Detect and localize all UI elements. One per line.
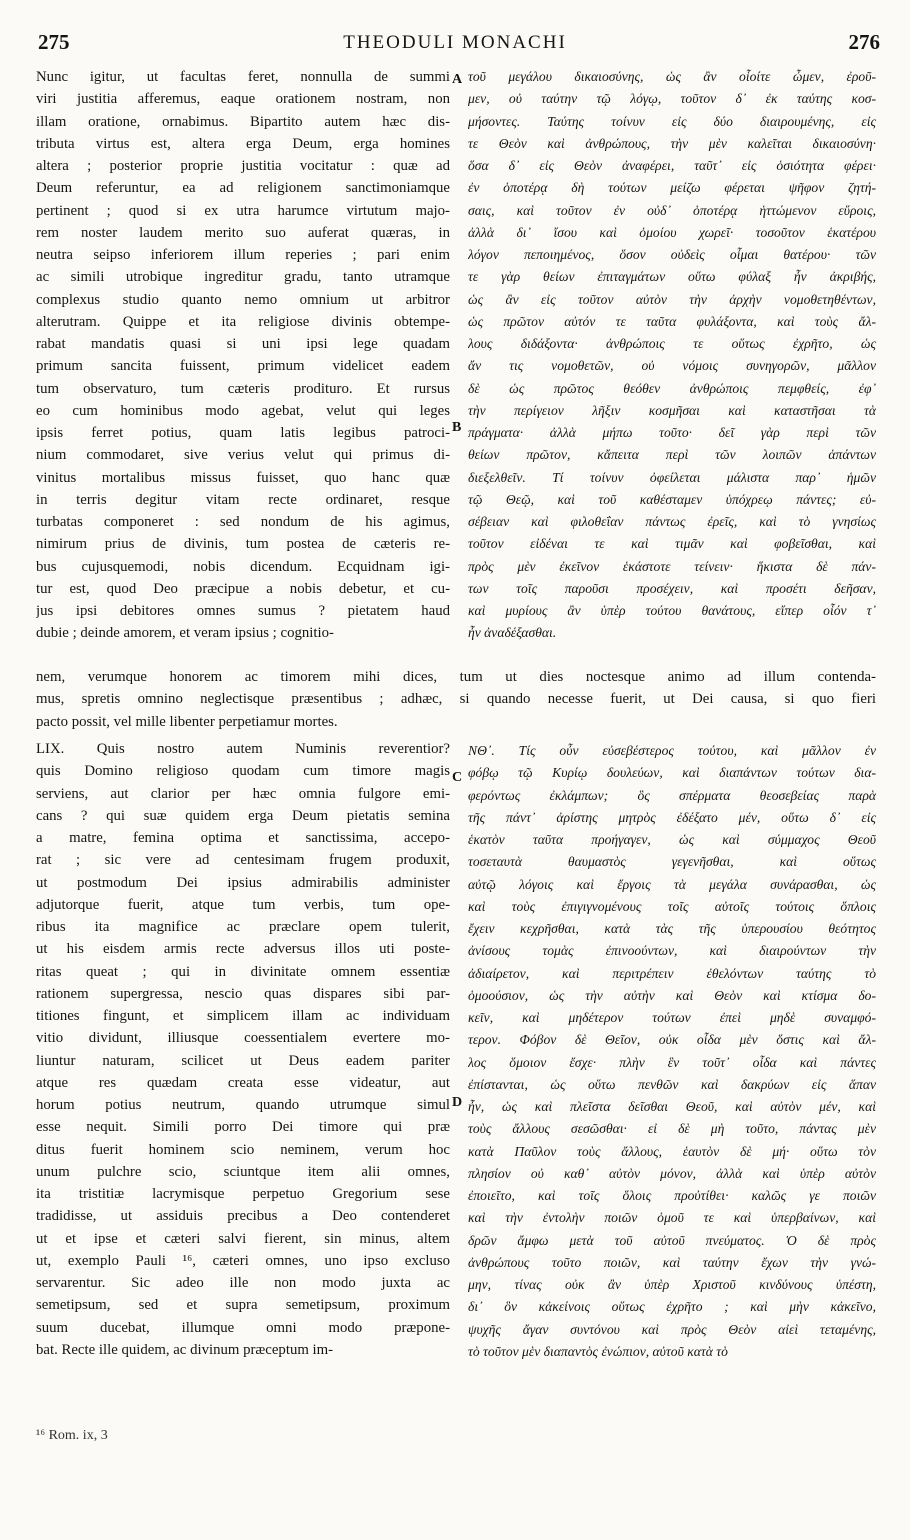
latin-line: quis Domino religioso quodam cum timore magis (36, 763, 450, 780)
column-marker: D (452, 1095, 463, 1110)
latin-line: altera ; posterior proprie justitia vocitatur : quæ ad (36, 158, 450, 174)
greek-line: πρὸς μὲν ἐκεῖνον ἑκάστοτε τείνειν· ἥκιστα δὲ πάν- (468, 558, 876, 574)
greek-line: ἑκατὸν ταῦτα προήγαγεν, ὡς καὶ σύμμαχος Θεοῦ (468, 832, 876, 847)
latin-line: nimirum prius de divinis, tum postea de cæteris re- (36, 536, 450, 553)
greek-line: τε Θεὸν καὶ ἀνθρώπους, τὴν μὲν καλεῖται δικαιοσύνη· (468, 135, 876, 151)
greek-line: μήσοντες. Ταύτης τοίνυν εἰς δύο διαιρουμένης, εἰς (468, 113, 876, 129)
latin-line: eo cum hominibus modo agebat, velut qui leges (36, 402, 450, 419)
latin-line: liuntur naturam, scilicet ut Deus eadem pariter (36, 1052, 450, 1069)
greek-line: κεῖν, καὶ μηδέτερον τούτων ἐπεὶ μηδὲ συναμφό- (468, 1010, 876, 1025)
greek-line: λους διδάξοντα· ἀνθρώποις τε οὕτως ἐχρῆτο, ὡς (468, 336, 876, 351)
greek-line: δι᾽ ὃν κἀκείνοις οὕτως ἐχρῆτο ; καὶ μὴν κἀκεῖνο, (468, 1299, 876, 1315)
greek-line: διεξελθεῖν. Τί τοίνυν ὀφείλεται μάλιστα παρ᾽ ἡμῶν (468, 469, 876, 485)
greek-line: ἀλλὰ δι᾽ ἴσου καὶ ὁμοίου χωρεῖ· τοσοῦτον ἑκατέρου (468, 224, 876, 240)
latin-line: ipsis ferret potius, quam latis legibus patroci- (36, 425, 450, 441)
latin-line: vitio dividunt, illiusque coessentialem evertere mo- (36, 1030, 450, 1047)
latin-line: tributa virtus est, altera erga Deum, erga homines (36, 135, 450, 152)
latin-line: a matre, femina optima et sanctissima, accepo- (36, 830, 450, 846)
greek-line: ἀδιαίρετον, καὶ περιτρέπειν ἐθελόντων ταύτης τὸ (468, 965, 876, 981)
greek-line: ἐποιεῖτο, καὶ τοῖς ὅλοις προὐτίθει· καλῶς γε ποιῶν (468, 1188, 876, 1203)
greek-line: τοῦ μεγάλου δικαιοσύνης, ὡς ἂν οἷοίτε ὦμεν, ἐροῦ- (468, 69, 876, 84)
greek-line: ὁμοούσιον, ὡς τὴν αὐτὴν καὶ Θεὸν καὶ κτίσμα δο- (468, 987, 876, 1003)
greek-line: ΝΘ᾽. Τίς οὖν εὐσεβέστερος τούτου, καὶ μᾶλλον ἐν (468, 743, 876, 758)
latin-line: ut postmodum Dei ipsius admirabilis administer (36, 874, 450, 891)
latin-line: nium commodaret, sive verius velut qui primus di- (36, 447, 450, 464)
greek-line: καὶ τὴν ἐντολὴν ποιῶν ὁμοῦ τε καὶ ὑπερβαίνων, καὶ (468, 1210, 876, 1226)
running-title: THEODULI MONACHI (343, 32, 567, 53)
page-number-right: 276 (848, 30, 880, 54)
latin-line: tur est, quod Deo præcipue a nobis debetur, et cu- (36, 580, 450, 597)
latin-line: esse nequit. Simili porro Dei timore qui præ (36, 1119, 450, 1136)
latin-column-block1 (36, 66, 450, 645)
latin-line: titiones fingunt, et simplicem illam ac individuam (36, 1008, 450, 1024)
greek-line: ἦν, ὡς καὶ πλεῖστα δεῖσθαι Θεοῦ, καὶ αὐτὸν μέν, καὶ (468, 1099, 876, 1114)
footnote: ¹⁶ Rom. ix, 3 (36, 1428, 108, 1443)
greek-line: τοῦτον εἰδέναι τε καὶ τιμᾶν καὶ φοβεῖσθαι, καὶ (468, 536, 876, 552)
latin-line: vinitus mortalibus missus fuisset, quo hanc quæ (36, 469, 450, 486)
greek-line: των τοῖς παροῦσι προσέχειν, καὶ προσέτι δεῆσαν, (468, 580, 876, 596)
column-marker: C (452, 770, 463, 785)
greek-line: σέβειαν καὶ φιλοθεΐαν πάντως ἐρεῖς, καὶ τὸ γνησίως (468, 514, 876, 529)
greek-line: τῆς πάντ᾽ ἀρίστης μητρὸς ἐδέξατο μέν, οὕτω δ᾽ εἰς (468, 809, 876, 825)
latin-line: alterutram. Quippe et ita religiose divinis obtempe- (36, 313, 450, 330)
greek-line: τε γὰρ θείων ἐπιταγμάτων οὕτω φύλαξ ἦν ἀκριβής, (468, 269, 876, 285)
latin-line: rem noster laudem merito suo auferat quæras, in (36, 224, 450, 241)
latin-line: mus, spretis omnino neglectisque præsentibus ; adhæc, si quando necesse fuerit, ut Dei causa, si quo fieri (36, 691, 876, 708)
latin-line: tradidisse, ut assiduis precibus a Deo contenderet (36, 1208, 450, 1225)
latin-line: neutra seipso inferiorem illum reperies ; pari enim (36, 247, 450, 263)
latin-line: bus cujusquemodi, nobis dicendum. Ecquidnam igi- (36, 558, 450, 575)
latin-line: Deum referuntur, ea ad religionem sanctimoniamque (36, 180, 450, 197)
latin-line: illam oratione, ornabimus. Bipartito autem hæc dis- (36, 113, 450, 130)
latin-line: dubie ; deinde amorem, et veram ipsius ; cognitio- (36, 625, 334, 642)
greek-line: αὐτῷ λόγοις καὶ ἔργοις τὰ μεγάλα συνάρασθαι, ὡς (468, 876, 876, 892)
latin-line: rat ; sic vere ad centesimam frugem produxit, (36, 852, 450, 869)
greek-line: ἀνίσους τομὰς ἐπινοούντων, καὶ διαιρούντων τὴν (468, 943, 876, 959)
greek-line: ὅσα δ᾽ εἰς Θεὸν ἀναφέρει, ταῦτ᾽ εἰς ὁσιότητα φέρει· (468, 158, 876, 173)
latin-line: ut his eisdem armis recte adversus illos uti poste- (36, 941, 450, 958)
latin-line: complexus studio quanto nemo omnium ut arbitror (36, 291, 450, 308)
latin-line: rationem supergressa, nescio quas dispares sibi par- (36, 985, 450, 1002)
greek-column-block2 (468, 740, 876, 1363)
latin-line: tum observaturo, tum cæteris proditurо. Et rursus (36, 380, 450, 397)
greek-line: πλησίον οὐ καθ᾽ αὐτὸν μόνον, ἀλλὰ καὶ ὑπὲρ αὐτὸν (468, 1165, 876, 1181)
latin-line: LIX. Quis nostro autem Numinis reverentior? (36, 741, 450, 757)
greek-line: θείων πρῶτον, κἄπειτα περὶ τῶν λοιπῶν ἁπάντων (468, 447, 876, 463)
latin-line: viri justitia afferemus, eaque orationem nostram, non (36, 91, 450, 108)
latin-line: jus ipsi debitores omnes sumus ? pietatem haud (36, 603, 450, 619)
greek-line: ἄν τις νομοθετῶν, οὐ νόμοις συνηγορῶν, μᾶλλον (468, 358, 876, 374)
greek-line: καὶ τοὺς ἐπιγιγνομένους τοῖς αὐτοῖς τούτοις ὅπλοις (468, 898, 876, 914)
greek-line: τῷ Θεῷ, καὶ τοῦ καθέσταμεν ὑπόχρεῳ πάντες; εὐ- (468, 491, 876, 507)
greek-line: φερόντως ἐκλάμπων; ὃς σπέρματα θεοσεβείας παρὰ (468, 787, 876, 803)
latin-line: horum potius neutrum, quando utrumque simul (36, 1097, 450, 1113)
greek-line: δὲ ὡς πρῶτος θεόθεν ἀνθρώποις πεμφθείς, ἐφ᾽ (468, 380, 876, 396)
latin-line: ritas queat ; qui in divinitate omnem essentiæ (36, 963, 450, 980)
latin-line: adjutorque fuerit, atque tum verbis, tum ope- (36, 896, 450, 913)
greek-line: μεν, οὐ ταύτην τῷ λόγῳ, τοῦτον δ᾽ ἐκ ταύτης κοσ- (468, 91, 876, 107)
latin-line: servarentur. Sic adeo ille non modo juxta ac (36, 1275, 450, 1291)
greek-line: ψυχῆς ἄγαν συντόνου καὶ πρὸς Θεὸν αἰεὶ τεταμένης, (468, 1321, 876, 1337)
latin-line: in terris degitur vitam recte ordinaret, resque (36, 491, 450, 508)
page-header (30, 30, 880, 64)
latin-line: cans ? qui suæ quidem erga Deum pietatis semina (36, 807, 450, 824)
greek-line: τοσεταυτὰ θαυμαστὸς γεγενῆσθαι, καὶ οὕτως (468, 854, 876, 870)
greek-line: τὴν περίγειον λῆξιν κοσμῆσαι καὶ καταστῆσαι τὰ (468, 402, 876, 418)
latin-line: ut, exemplo Pauli ¹⁶, cæteri omnes, uno ipso excluso (36, 1252, 450, 1269)
greek-line: δρῶν ἄμφω μετὰ τοῦ αὐτοῦ πνεύματος. Ὁ δὲ πρὸς (468, 1232, 876, 1248)
greek-line: λος ὅμοιον ἔσχε· πλὴν ἓν τοῦτ᾽ οἶδα καὶ πάντες (468, 1054, 876, 1070)
latin-line: rabat mandatis quasi si uni ipsi lege quadam (36, 336, 450, 352)
latin-line: bat. Recte ille quidem, ac divinum præceptum im- (36, 1341, 334, 1358)
greek-line: ἐπίστανται, ὡς οὕτω πενθῶν καὶ δακρύων εἰς ἅπαν (468, 1076, 876, 1092)
page-number-left: 275 (38, 30, 70, 54)
greek-column-block1 (468, 66, 876, 645)
greek-line: ὡς πρῶτον αὐτόν τε ταῦτα φυλάξοντα, καὶ τοὺς ἄλ- (468, 313, 876, 329)
greek-line: φόβῳ τῷ Κυρίῳ δουλεύων, καὶ διαπάντων τούτων δια- (468, 765, 876, 781)
latin-line: ac simili utrobique ingreditur gradu, tanto utramque (36, 269, 450, 286)
latin-line: semetipsum, sed et supra semetipsum, proximum (36, 1297, 450, 1314)
latin-line: unum pulchre scio, sciuntque item alii omnes, (36, 1163, 450, 1180)
latin-line: ribus ita magnifice ac præclare opem tulerit, (36, 919, 450, 935)
greek-line: τερον. Φόβον δὲ Θεῖον, οὐκ οἶδα μὲν ὅστις καὶ ἄλ- (468, 1032, 876, 1048)
latin-line: nem, verumque honorem ac timorem mihi dices, tum ut dies noctesque animo ad illum contenda- (36, 669, 876, 685)
latin-line: primum sancita fuissent, primum videlicet eadem (36, 358, 450, 375)
latin-line: ut et ipse et cæteri salvi fierent, sin minus, altem (36, 1230, 450, 1247)
column-marker: B (452, 420, 462, 435)
latin-line: ita tristitiæ lacrymisque perpetuo Gregorium sese (36, 1186, 450, 1202)
latin-full-width-paragraph (36, 666, 876, 733)
latin-line: pertinent ; quod si ex utra harumce virtutum majo- (36, 202, 450, 219)
greek-line: ὡς ἂν εἰς τοῦτον αὐτὸν τὴν ἀρχὴν νομοθετηθέντων, (468, 291, 876, 307)
greek-line: ἔχειν κεχρῆσθαι, κατὰ τὰς τῆς ὑπερουσίου θεότητος (468, 921, 876, 936)
greek-line: πράγματα· ἀλλὰ μήπω τοῦτο· δεῖ γὰρ περὶ τῶν (468, 425, 876, 440)
latin-line: turbatas componeret : sed nondum de his agimus, (36, 514, 450, 530)
greek-line: ἐν ὁποτέρᾳ δὴ τούτων μείζω φέρεται ψῆφον ζητή- (468, 180, 876, 196)
greek-line: κατὰ Παῦλον τοὺς ἄλλους, ἑαυτὸν δὲ μή· οὕτω τὸν (468, 1143, 876, 1159)
latin-line: ditus fuerit hominem scio neminem, verum hoc (36, 1141, 450, 1158)
latin-column-block2 (36, 738, 450, 1361)
greek-line: τὸ τοῦτον μὲν διαπαντὸς ἐνώπιον, αὐτοῦ κατὰ τὸ (468, 1343, 728, 1359)
greek-line: ἀνθρώπους τοῦτο ποιῶν, καὶ ταύτην ἔχων τὴν γνώ- (468, 1254, 876, 1270)
column-marker: A (452, 72, 463, 87)
latin-line: serviens, aut clarior per hæc omnia fulgore emi- (36, 785, 450, 802)
greek-line: καὶ μυρίους ἂν ὑπὲρ τούτου θανάτους, εἴπερ οἷόν τ᾽ (468, 603, 876, 618)
greek-line: λόγον πεποιημένος, ὅσον οὐδεὶς οἶμαι θατέρου· τῶν (468, 247, 876, 262)
greek-line: σαις, καὶ τοῦτον ἐν οὐδ᾽ ὁποτέρᾳ ἡττώμενον εὕροις, (468, 202, 876, 218)
latin-line: suum ducebat, illumque omni modo præpone- (36, 1319, 450, 1336)
greek-line: τοὺς ἄλλους σεσῶσθαι· εἰ δὲ μὴ τοῦτο, πάντας μὲν (468, 1121, 876, 1137)
latin-line: atque res quædam creata esse videatur, aut (36, 1074, 450, 1091)
latin-line: pacto possit, vel mille libenter perpetiamur mortes. (36, 713, 338, 730)
latin-line: Nunc igitur, ut facultas feret, nonnulla de summi (36, 69, 450, 85)
greek-line: μην, τίνας οὐκ ἂν ὑπὲρ Χριστοῦ κινδύνους ὑπέστη, (468, 1277, 876, 1292)
greek-line: ἦν ἀναδέξασθαι. (468, 625, 557, 641)
